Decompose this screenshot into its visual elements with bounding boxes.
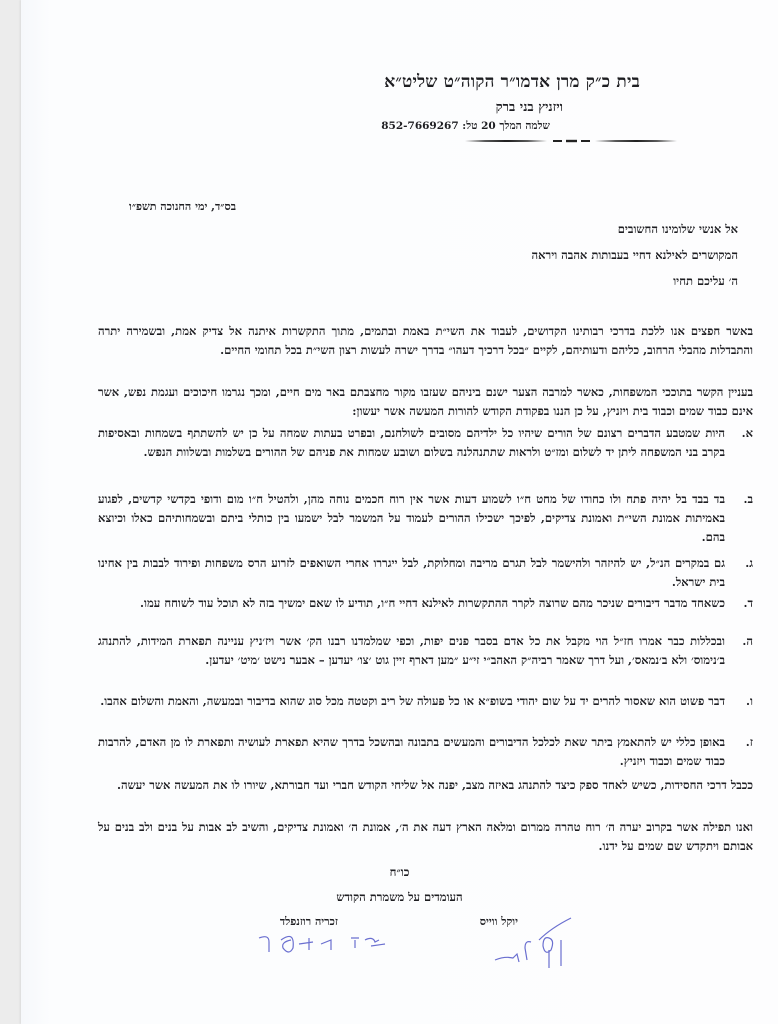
letterhead-divider — [465, 138, 677, 144]
signoff-group: העומדים על משמרת הקודש — [336, 890, 463, 904]
item-text: דבר פשוט הוא שאסור להרים יד על שום יהודי בשופ״א או כל פעולה של ריב וקטטה מכל סוג שהוא בדיבור ובמעשה, והאמת והשלום אהבו. — [100, 694, 725, 708]
signer-name-rosenfeld: זכריה רוזנפלד — [279, 915, 338, 928]
signature-weiss — [491, 910, 581, 975]
instruction-item-f — [98, 692, 753, 711]
instruction-item-g — [98, 733, 753, 771]
letter-page — [21, 0, 778, 1024]
letterhead-address: שלמה המלך 20 טל: 852-7669267 — [381, 120, 550, 132]
item-text: גם במקרים הנ״ל, יש להיזהר ולהישמר לבל תגרם מריבה ומחלוקת, לבל ייגררו אחרי השואפים לזרוע הרס משפחות ופירוד לבבות בין אחינו בית ישראל. — [98, 556, 725, 589]
item-text: ובכללות כבר אמרו חז״ל הוי מקבל את כל אדם בסבר פנים יפות, וכפי שמלמדנו רבנו הק׳ אשר ויז׳ניץ עניינה תפארת המידות, להתנהג ב׳נימוס׳ ולא ב׳נמאס׳, ועל דרך שאמר רביה״ק האהב״י זי״ע ״מען דארף זיין גוט ׳צו׳ יעדען – אבער נישט ׳מיט׳ יעדען. — [98, 634, 725, 667]
item-marker: ז. — [745, 735, 753, 749]
instruction-item-e — [98, 632, 753, 670]
signer-name-weiss: יוקל ווייס — [479, 915, 518, 928]
item-marker: ד. — [743, 596, 753, 610]
context-paragraph: בעניין הקשר בתוככי המשפחות, כאשר למרבה הצער ישנם ביניהם שעזבו מקור מחצבתם באר מים חיים, ומכך נגרמו חיכוכים ועגמת נפש, אשר אינם כבוד שמים וכבוד בית ויזניץ, על כן הננו בפקודת הקודש להורות המעשה אשר יעשון: — [98, 385, 753, 418]
letterhead-title: בית כ״ק מרן אדמו״ר הקוה״ט שליט״א — [384, 72, 640, 92]
letterhead-subtitle: ויזניץ בני ברק — [495, 100, 563, 115]
guidance-paragraph: ככבל דרכי החסידות, כשיש לאחד ספק כיצד להתנהג באיזה מצב, יפנה אל שליחי הקודש חברי ועד חבורתא, שיורו לו את המעשה אשר יעשה. — [116, 778, 753, 792]
item-text: כשאחד מדבר דיבורים שניכר מהם שרוצה לקרר ההתקשרות לאילנא דחיי ח״ו, תודיע לו שאם ימשיך בזה לא תוכל עוד לשוחח עמו. — [140, 596, 725, 610]
signature-rosenfeld — [251, 928, 396, 958]
signoff-closing: כו״ח — [389, 865, 410, 879]
instruction-item-d — [98, 594, 753, 613]
item-text: היות שמטבע הדברים רצונם של הורים שיהיו כל ילדיהם מסובים לשולחנם, ובפרט בעתות שמחה על כן יש להשתתף בשמחות ובאסיפות בקרב בני המשפחה ליתן יד לשלום ומז״ט ולראות שתתנהלנה בשלום ושובע שמחות את פניהם של ההורים בשלמות ובשלוות הנפש. — [98, 426, 725, 459]
item-marker: ג. — [745, 556, 753, 570]
instruction-item-a — [98, 424, 753, 462]
salutation-line-3: ה׳ עליכם תחיו — [673, 274, 738, 288]
salutation-line-2: המקושרים לאילנא דחיי בעבותות אהבה ויראה — [531, 248, 738, 262]
item-marker: ו. — [746, 694, 753, 708]
item-marker: ב. — [743, 492, 753, 506]
prayer-paragraph: ואנו תפילה אשר בקרוב יערה ה׳ רוח טהרה ממרום ומלאה הארץ דעה את ה׳, אמונת ה׳ ואמונת צדיקים, והשיב לב אבות על בנים ולב בנים על אבותם ויתקדש שם שמים על ידנו. — [98, 820, 753, 853]
letter-date: בס״ד, ימי החנוכה תשפ״ו — [129, 200, 237, 213]
instruction-item-c — [98, 554, 753, 592]
item-text: באופן כללי יש להתאמץ ביתר שאת לכלכל הדיבורים והמעשים בתבונה ובהשכל בדרך שהיא תפארת לעושיה ותפארת לו מן האדם, להרבות כבוד שמים וכבוד ויזניץ. — [98, 735, 725, 768]
intro-paragraph: באשר חפצים אנו ללכת בדרכי רבותינו הקדושים, לעבוד את השי״ת באמת ובתמים, מתוך התקשרות איתנה אל צדיק אמת, ובשמירה יתרה והתבדלות מהבלי הרחוב, כליהם ודעותיהם, לקיים ״בכל דרכיך דעהו״ בדרך ישרה לעשות רצון השי״ת בכל תחומי החיים. — [98, 324, 753, 357]
instruction-item-b — [98, 490, 753, 547]
item-text: בד בבד בל יהיה פתח ולו כחודו של מחט ח״ו לשמוע דעות אשר אין רוח חכמים נוחה מהן, ולהטיל ח״ו מום ודופי בקדשי קדשים, לפגוע באמיתות אמונת השי״ת ואמונת צדיקים, לפיכך ישכילו ההורים לעמוד על המשמר לבל ישמעו בין כותלי ביתם ובשמחותיהם כאלו וכיוצא בהם. — [98, 492, 725, 544]
item-marker: א. — [741, 426, 753, 440]
item-marker: ה. — [742, 634, 753, 648]
salutation-line-1: אל אנשי שלומינו החשובים — [617, 222, 738, 236]
